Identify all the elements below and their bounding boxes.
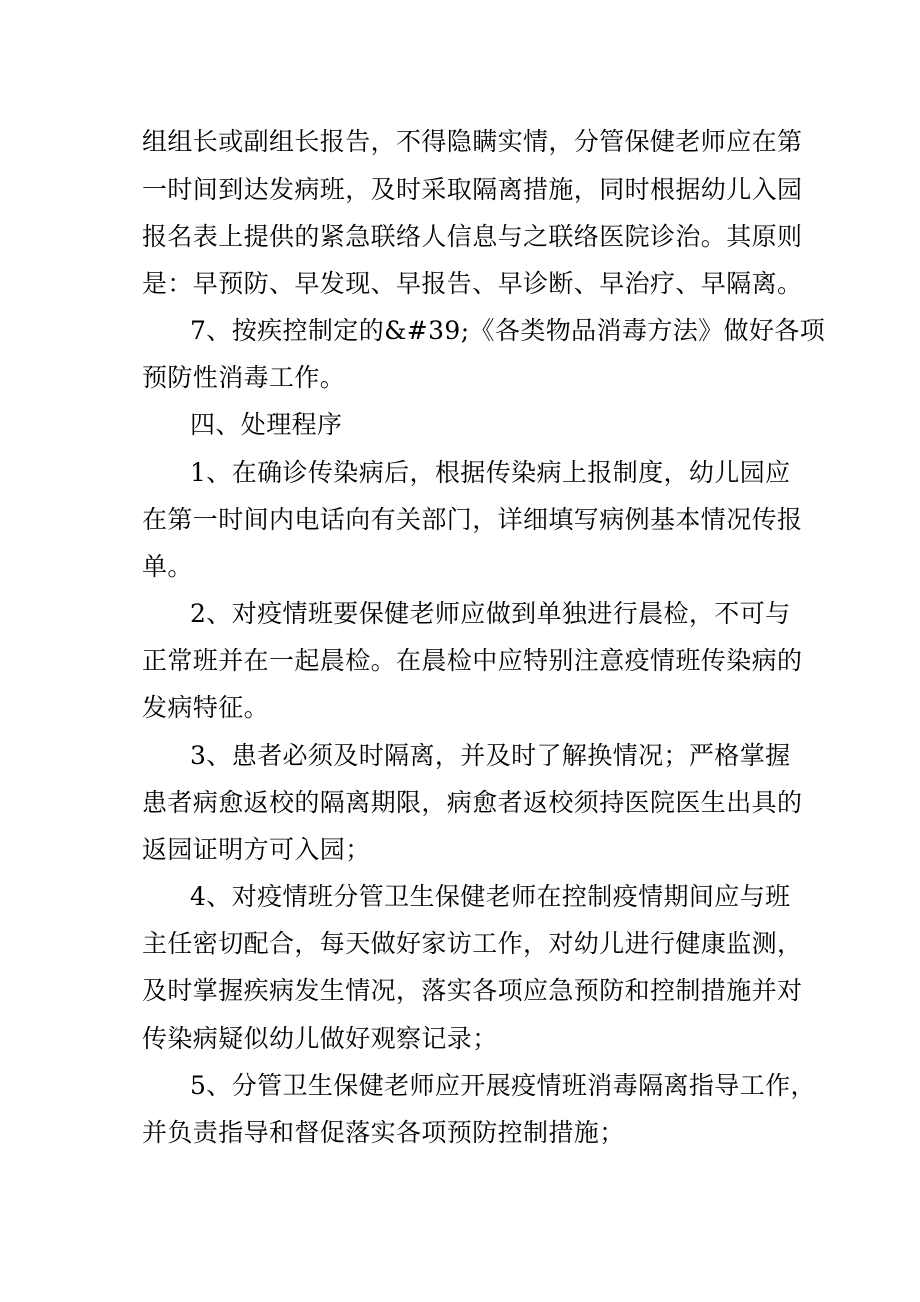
text-line: 返园证明方可入园； [142,835,371,864]
text-line: 预防性消毒工作。 [142,363,346,392]
text-line: 3、患者必须及时隔离，并及时了解换情况；严格掌握 [190,741,791,770]
section-heading: 四、处理程序 [190,410,343,439]
text-line: 一时间到达发病班，及时采取隔离措施，同时根据幼儿入园 [142,175,803,204]
text-line: 发病特征。 [142,693,270,722]
text-line: 在第一时间内电话向有关部门，详细填写病例基本情况传报 [142,505,803,534]
text-line: 正常班并在一起晨检。在晨检中应特别注意疫情班传染病的 [142,646,803,675]
text-line: 4、对疫情班分管卫生保健老师在控制疫情期间应与班 [190,882,791,911]
text-line: 并负责指导和督促落实各项预防控制措施； [142,1118,625,1147]
text-line: 7、按疾控制定的&#39;《各类物品消毒方法》做好各项 [190,316,826,345]
text-line: 5、分管卫生保健老师应开展疫情班消毒隔离指导工作， [190,1071,816,1100]
text-line: 及时掌握疾病发生情况，落实各项应急预防和控制措施并对 [142,976,803,1005]
text-line: 单。 [142,552,193,581]
text-line: 报名表上提供的紧急联络人信息与之联络医院诊治。其原则 [142,222,803,251]
text-line: 主任密切配合，每天做好家访工作，对幼儿进行健康监测， [142,929,803,958]
text-line: 患者病愈返校的隔离期限，病愈者返校须持医院医生出具的 [142,788,803,817]
text-line: 2、对疫情班要保健老师应做到单独进行晨检，不可与 [190,599,791,628]
text-line: 是：早预防、早发现、早报告、早诊断、早治疗、早隔离。 [142,269,803,298]
text-line: 组组长或副组长报告，不得隐瞒实情，分管保健老师应在第 [142,127,803,156]
text-line: 1、在确诊传染病后，根据传染病上报制度，幼儿园应 [190,458,791,487]
text-line: 传染病疑似幼儿做好观察记录； [142,1024,498,1053]
